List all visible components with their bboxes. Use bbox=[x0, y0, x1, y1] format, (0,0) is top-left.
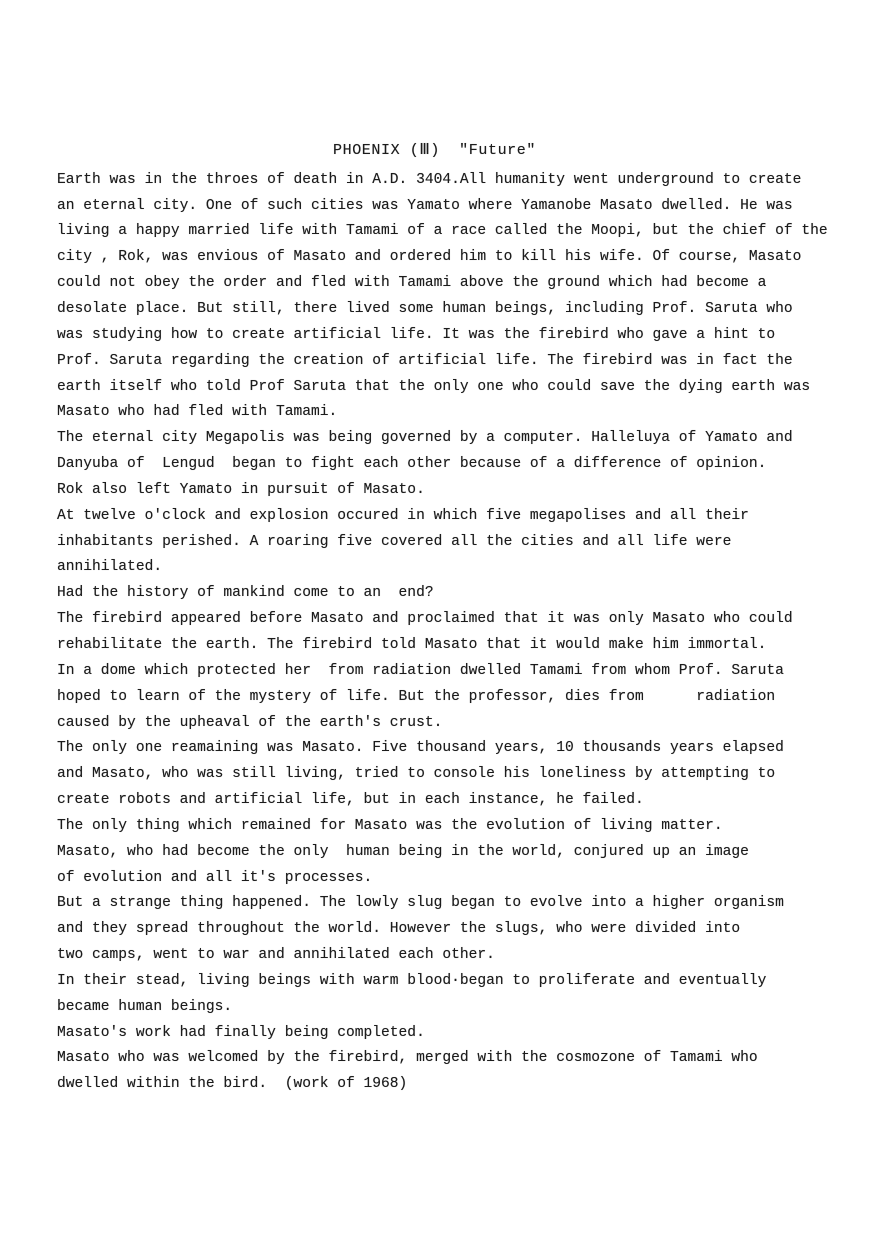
text-line: hoped to learn of the mystery of life. But the professor, dies from radiation bbox=[57, 688, 776, 705]
text-line: Earth was in the throes of death in A.D. 3404.All humanity went underground to create bbox=[57, 171, 802, 188]
text-line: earth itself who told Prof Saruta that the only one who could save the dying earth was bbox=[57, 378, 811, 395]
text-line: Masato who had fled with Tamami. bbox=[57, 404, 338, 421]
text-line: At twelve o'clock and explosion occured in which five megapolises and all their bbox=[57, 507, 749, 524]
text-line: became human beings. bbox=[57, 998, 233, 1015]
text-line: city , Rok, was envious of Masato and ordered him to kill his wife. Of course, Masato bbox=[57, 249, 802, 266]
text-line: Danyuba of Lengud began to fight each other because of a difference of opinion. bbox=[57, 456, 767, 473]
text-line: The firebird appeared before Masato and proclaimed that it was only Masato who could bbox=[57, 611, 793, 628]
text-line: could not obey the order and fled with Tamami above the ground which had become a bbox=[57, 275, 767, 292]
text-line: Masato, who had become the only human being in the world, conjured up an image bbox=[57, 843, 749, 860]
text-line: and Masato, who was still living, tried to console his loneliness by attempting to bbox=[57, 766, 776, 783]
text-line: two camps, went to war and annihilated each other. bbox=[57, 947, 495, 964]
text-line: desolate place. But still, there lived some human beings, including Prof. Saruta who bbox=[57, 301, 793, 318]
text-line: inhabitants perished. A roaring five covered all the cities and all life were bbox=[57, 533, 732, 550]
text-line: dwelled within the bird. (work of 1968) bbox=[57, 1076, 408, 1093]
text-line: The only one reamaining was Masato. Five thousand years, 10 thousands years elapsed bbox=[57, 740, 784, 757]
text-line: living a happy married life with Tamami of a race called the Moopi, but the chief of the bbox=[57, 223, 828, 240]
text-line: Prof. Saruta regarding the creation of artificial life. The firebird was in fact the bbox=[57, 352, 793, 369]
text-line: was studying how to create artificial life. It was the firebird who gave a hint to bbox=[57, 326, 776, 343]
text-line: annihilated. bbox=[57, 559, 163, 576]
text-line: and they spread throughout the world. However the slugs, who were divided into bbox=[57, 921, 741, 938]
text-line: In their stead, living beings with warm blood·began to proliferate and eventually bbox=[57, 972, 767, 989]
text-line: create robots and artificial life, but in each instance, he failed. bbox=[57, 792, 644, 809]
text-line: Had the history of mankind come to an end? bbox=[57, 585, 434, 602]
document-body bbox=[57, 168, 828, 1098]
text-line: Masato who was welcomed by the firebird, merged with the cosmozone of Tamami who bbox=[57, 1050, 758, 1067]
text-line: Rok also left Yamato in pursuit of Masato. bbox=[57, 481, 425, 498]
text-line: The eternal city Megapolis was being governed by a computer. Halleluya of Yamato and bbox=[57, 430, 793, 447]
text-line: rehabilitate the earth. The firebird told Masato that it would make him immortal. bbox=[57, 636, 767, 653]
text-line: The only thing which remained for Masato was the evolution of living matter. bbox=[57, 817, 723, 834]
text-line: Masato's work had finally being completed. bbox=[57, 1024, 425, 1041]
text-line: But a strange thing happened. The lowly slug began to evolve into a higher organism bbox=[57, 895, 784, 912]
page-title: PHOENIX (Ⅲ) "Future" bbox=[333, 142, 536, 159]
text-line: caused by the upheaval of the earth's crust. bbox=[57, 714, 443, 731]
text-line: of evolution and all it's processes. bbox=[57, 869, 373, 886]
text-line: an eternal city. One of such cities was Yamato where Yamanobe Masato dwelled. He was bbox=[57, 197, 793, 214]
text-line: In a dome which protected her from radiation dwelled Tamami from whom Prof. Saruta bbox=[57, 662, 784, 679]
